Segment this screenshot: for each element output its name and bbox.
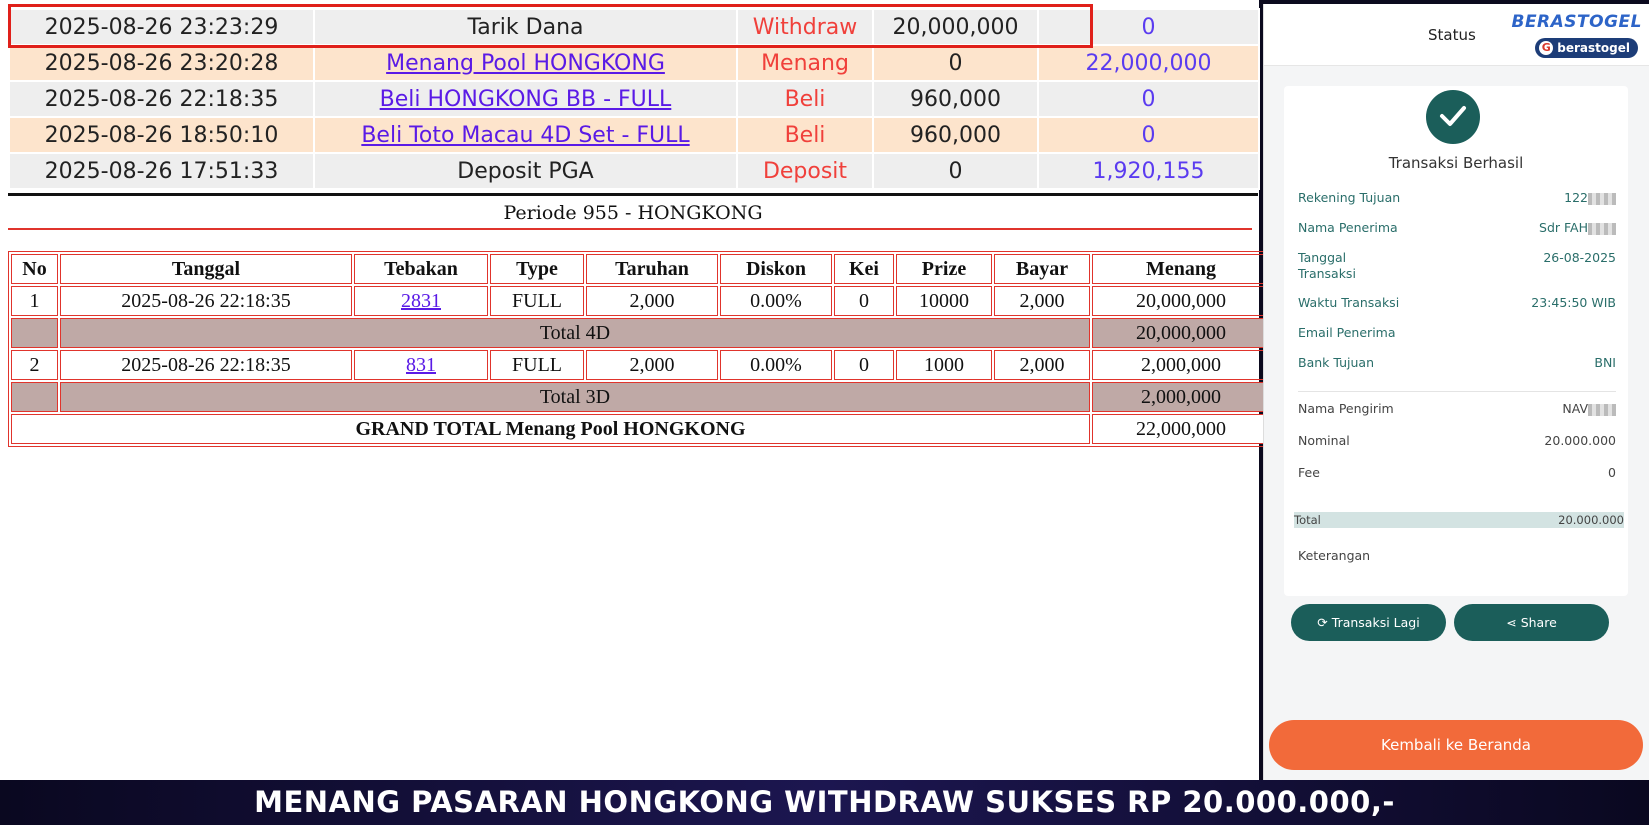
field-value: Sdr FAH xyxy=(1539,220,1588,235)
refresh-icon: ⟳ xyxy=(1317,615,1328,630)
cell-diskon: 0.00% xyxy=(720,350,832,380)
txn-description-link[interactable]: Beli Toto Macau 4D Set - FULL xyxy=(361,122,690,148)
brand-chip xyxy=(1535,38,1638,58)
transaction-row xyxy=(9,45,1259,81)
kembali-ke-beranda-button[interactable]: Kembali ke Beranda xyxy=(1269,720,1643,770)
transaction-row xyxy=(9,9,1259,45)
brand-logo: BERASTOGEL xyxy=(1511,12,1642,32)
field-label: Rekening Tujuan xyxy=(1298,190,1401,205)
header-title: Status xyxy=(1428,26,1476,44)
receipt-divider xyxy=(1298,391,1616,392)
txn-debit: 960,000 xyxy=(873,117,1038,153)
field-label: Fee xyxy=(1298,465,1320,480)
cell-kei: 0 xyxy=(834,350,894,380)
masked-text xyxy=(1588,223,1616,235)
detail-header-row xyxy=(11,254,1270,284)
col-header-kei: Kei xyxy=(834,254,894,284)
cell-prize: 1000 xyxy=(896,350,992,380)
section-divider xyxy=(8,193,1258,196)
field-value: 20.000.000 xyxy=(1558,513,1624,527)
txn-credit: 1,920,155 xyxy=(1038,153,1259,189)
subtotal-value: 20,000,000 xyxy=(1092,318,1270,348)
subtotal-row xyxy=(11,382,1270,412)
cell-taruhan: 2,000 xyxy=(586,286,718,316)
txn-debit: 0 xyxy=(873,45,1038,81)
subtotal-label: Total 4D xyxy=(60,318,1090,348)
field-label: Bank Tujuan xyxy=(1298,355,1375,370)
txn-description: Tarik Dana xyxy=(314,9,737,45)
field-value: 23:45:50 WIB xyxy=(1531,295,1616,310)
cell-tanggal: 2025-08-26 22:18:35 xyxy=(60,350,352,380)
field-value: 0 xyxy=(1608,465,1616,480)
txn-credit: 22,000,000 xyxy=(1038,45,1259,81)
receipt-panel xyxy=(1263,4,1649,780)
subtotal-label: Total 3D xyxy=(60,382,1090,412)
field-label: Waktu Transaksi xyxy=(1298,295,1400,310)
txn-date: 2025-08-26 18:50:10 xyxy=(9,117,314,153)
col-header-type: Type xyxy=(490,254,584,284)
cell-menang: 20,000,000 xyxy=(1092,286,1270,316)
txn-debit: 960,000 xyxy=(873,81,1038,117)
field-label: Email Penerima xyxy=(1298,325,1396,340)
cell-menang: 2,000,000 xyxy=(1092,350,1270,380)
receipt-header xyxy=(1264,4,1649,66)
cell-no: 2 xyxy=(11,350,58,380)
txn-description: Deposit PGA xyxy=(314,153,737,189)
receipt-title: Transaksi Berhasil xyxy=(1388,154,1524,172)
col-header-prize: Prize xyxy=(896,254,992,284)
share-button[interactable] xyxy=(1454,604,1609,641)
field-label: Nama Pengirim xyxy=(1298,401,1394,416)
field-label: Keterangan xyxy=(1298,548,1371,563)
field-label: Nama Penerima xyxy=(1298,220,1398,235)
txn-credit: 0 xyxy=(1038,117,1259,153)
cell-tebakan-link[interactable]: 831 xyxy=(406,353,436,376)
col-header-bayar: Bayar xyxy=(994,254,1090,284)
transaksi-lagi-button[interactable] xyxy=(1291,604,1446,641)
txn-date: 2025-08-26 17:51:33 xyxy=(9,153,314,189)
txn-date: 2025-08-26 22:18:35 xyxy=(9,81,314,117)
txn-type: Menang xyxy=(737,45,873,81)
receipt-card xyxy=(1284,86,1628,596)
field-label: Total xyxy=(1294,513,1321,527)
banner-text: MENANG PASARAN HONGKONG WITHDRAW SUKSES RP 20.000.000,- xyxy=(254,785,1395,819)
cell-type: FULL xyxy=(490,286,584,316)
col-header-menang: Menang xyxy=(1092,254,1270,284)
cell-bayar: 2,000 xyxy=(994,350,1090,380)
button-label: Share xyxy=(1520,615,1557,630)
field-value: 122 xyxy=(1564,190,1588,205)
txn-credit: 0 xyxy=(1038,9,1259,45)
txn-description-link[interactable]: Beli HONGKONG BB - FULL xyxy=(379,86,672,112)
txn-credit: 0 xyxy=(1038,81,1259,117)
txn-type: Beli xyxy=(737,81,873,117)
col-header-no: No xyxy=(11,254,58,284)
masked-text xyxy=(1588,193,1616,205)
field-value: NAV xyxy=(1562,401,1588,416)
cell-no: 1 xyxy=(11,286,58,316)
field-label: Nominal xyxy=(1298,433,1350,448)
txn-type: Beli xyxy=(737,117,873,153)
success-check-icon xyxy=(1426,90,1480,144)
detail-row xyxy=(11,286,1270,316)
grand-total-row xyxy=(11,414,1270,444)
col-header-tanggal: Tanggal xyxy=(60,254,352,284)
txn-description-link[interactable]: Menang Pool HONGKONG xyxy=(386,50,665,76)
brand-badge xyxy=(1492,10,1648,60)
transaction-row xyxy=(9,153,1259,189)
cell-taruhan: 2,000 xyxy=(586,350,718,380)
cell-tebakan-link[interactable]: 2831 xyxy=(401,289,441,312)
transaction-table xyxy=(8,8,1260,190)
cell-kei: 0 xyxy=(834,286,894,316)
txn-debit: 20,000,000 xyxy=(873,9,1038,45)
field-label: Tanggal Transaksi xyxy=(1298,250,1356,281)
txn-date: 2025-08-26 23:23:29 xyxy=(9,9,314,45)
transaction-row xyxy=(9,117,1259,153)
brand-chip-label: berastogel xyxy=(1557,41,1630,55)
field-value: BNI xyxy=(1594,355,1616,370)
masked-text xyxy=(1588,404,1616,416)
periode-underline xyxy=(8,228,1252,230)
transaction-row xyxy=(9,81,1259,117)
cell-type: FULL xyxy=(490,350,584,380)
txn-date: 2025-08-26 23:20:28 xyxy=(9,45,314,81)
txn-debit: 0 xyxy=(873,153,1038,189)
cell-diskon: 0.00% xyxy=(720,286,832,316)
col-header-tebakan: Tebakan xyxy=(354,254,488,284)
cell-tanggal: 2025-08-26 22:18:35 xyxy=(60,286,352,316)
caption-banner xyxy=(0,780,1649,825)
bet-detail-table xyxy=(8,251,1273,447)
subtotal-row xyxy=(11,318,1270,348)
share-icon: ⋖ xyxy=(1506,615,1517,630)
col-header-taruhan: Taruhan xyxy=(586,254,718,284)
txn-type: Withdraw xyxy=(737,9,873,45)
detail-row xyxy=(11,350,1270,380)
field-value: 26-08-2025 xyxy=(1543,250,1616,265)
periode-title: Periode 955 - HONGKONG xyxy=(503,202,763,224)
field-value: 20.000.000 xyxy=(1544,433,1616,448)
button-label: Transaksi Lagi xyxy=(1331,615,1420,630)
col-header-diskon: Diskon xyxy=(720,254,832,284)
cell-bayar: 2,000 xyxy=(994,286,1090,316)
subtotal-value: 2,000,000 xyxy=(1092,382,1270,412)
grand-total-label: GRAND TOTAL Menang Pool HONGKONG xyxy=(11,414,1090,444)
google-icon: G xyxy=(1539,41,1553,55)
cell-prize: 10000 xyxy=(896,286,992,316)
txn-type: Deposit xyxy=(737,153,873,189)
grand-total-value: 22,000,000 xyxy=(1092,414,1270,444)
